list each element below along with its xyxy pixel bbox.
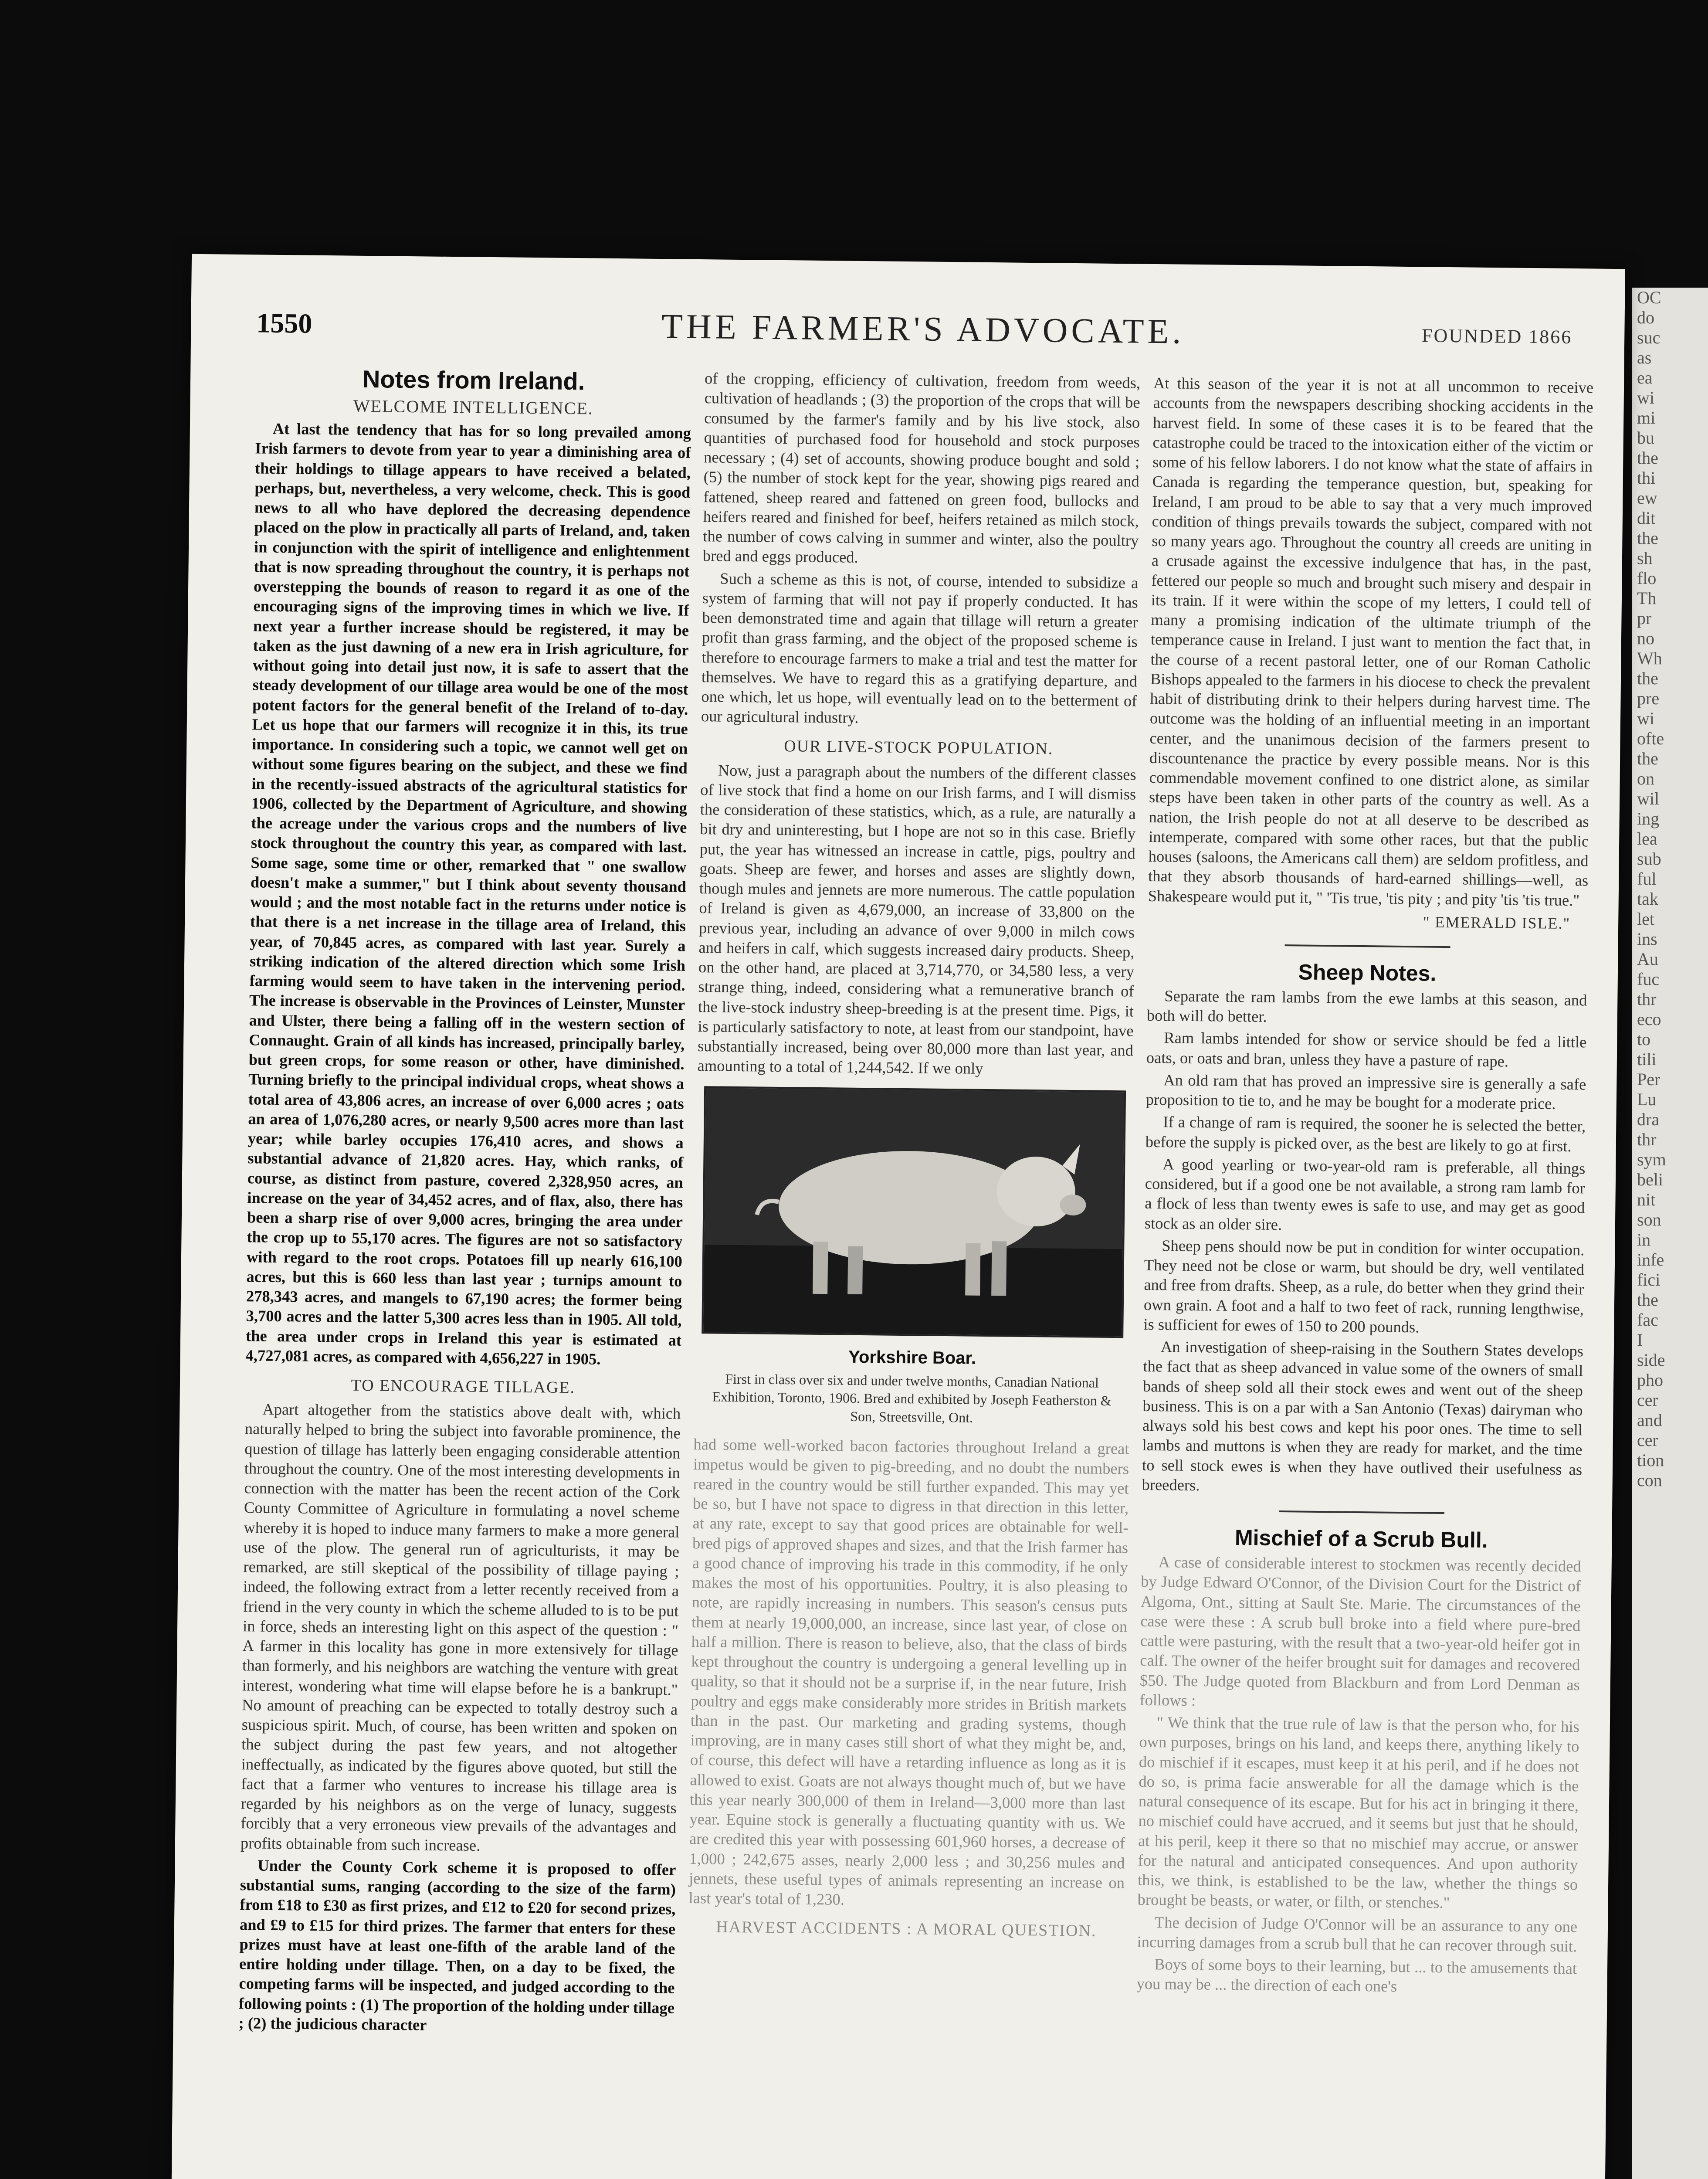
section-heading-livestock: OUR LIVE-STOCK POPULATION. — [784, 737, 1054, 758]
margin-fragment: flo — [1637, 568, 1657, 588]
margin-fragment: tak — [1637, 889, 1658, 909]
margin-fragment: fici — [1637, 1270, 1661, 1290]
margin-fragment: sh — [1637, 548, 1653, 568]
margin-fragment: ing — [1637, 809, 1660, 828]
margin-fragment: nit — [1637, 1190, 1656, 1209]
margin-fragment: the — [1637, 1290, 1658, 1310]
paragraph: An old ram that has proved an impressive sire is generally a safe proposition to tie to, and he may be bought for a moderate price. — [1145, 1070, 1586, 1113]
photo-caption: First in class over six and under twelve months, Canadian National Exhibition, Toronto, 1906. Bred and exhibited by Joseph Featherston & Son, Streetsville, Ont. — [712, 1371, 1112, 1426]
margin-fragment: the — [1637, 669, 1658, 688]
margin-fragment: bu — [1637, 428, 1654, 448]
paragraph: Under the County Cork scheme it is proposed to offer substantial sums, ranging (according to the size of the farm) from £18 to £30 as first prizes, and £12 to £20 for second prizes, and £9 to £15 for third prizes. The farmer that enters for these prizes must have at least one-fifth of the arable land of the entire holding under tillage. Then, on a day to be fixed, the competing farms will be inspected, and judged according to the following points : (1) The proportion of the holding under tillage ; (2) the judicious character — [238, 1856, 676, 2034]
paragraph: " We think that the true rule of law is that the person who, for his own purposes, brings on his land, and keeps there, anything likely to do mischief if it escapes, must keep it at his peril, and if he does not do so, is prima facie answerable for all the damage which is the natural consequence of its escape. But for his act in bringing it there, no mischief could have accrued, and it seems but just that he should, at his peril, keep it there so that no mischief may accrue, or answer for the natural and anticipated consequences. And upon authority this, we think, is established to be the law, whether the things so brought be beasts, or water, or filth, or stenches." — [1137, 1713, 1580, 1912]
margin-fragment: wi — [1637, 388, 1654, 407]
paragraph: A good yearling or two-year-old ram is preferable, all things considered, but if a good one be not available, a strong ram lamb for a flock of less than twenty ewes is safe to use, and may get as good stock as an older sire. — [1144, 1154, 1586, 1233]
margin-fragment: ofte — [1637, 729, 1664, 748]
margin-fragment: ful — [1637, 869, 1657, 889]
margin-fragment: thr — [1637, 1130, 1657, 1149]
paragraph: An investigation of sheep-raising in the Southern States develops the fact that as sheep advanced in value some of the owners of small bands of sheep sold all their stock ewes and went out of the sheep business. This is on a par with a San Antonio (Texas) dairyman who always sold his best cows and kept his poor ones. The time to sell lambs and muttons is when they are ready for market, and the time to sell stock ewes is when they have outlived their usefulness as breeders. — [1142, 1337, 1584, 1494]
margin-fragment: son — [1637, 1210, 1661, 1229]
margin-fragment: pho — [1637, 1370, 1663, 1390]
margin-fragment: ew — [1637, 488, 1657, 508]
margin-fragment: fac — [1637, 1310, 1658, 1330]
paragraph: If a change of ram is required, the sooner he is selected the better, before the supply is picked over, as the best are likely to go at first. — [1145, 1113, 1586, 1155]
margin-fragment: no — [1637, 628, 1654, 648]
column-1 — [238, 363, 691, 2040]
section-heading-tillage: TO ENCOURAGE TILLAGE. — [351, 1376, 576, 1397]
margin-fragment: Per — [1637, 1069, 1661, 1089]
column-3 — [1136, 373, 1593, 2001]
margin-fragment: ins — [1637, 929, 1657, 949]
margin-fragment: cer — [1637, 1390, 1658, 1410]
paragraph: Boys of some boys to their learning, but ... to the amusements that you may be ... the direction of each one's — [1136, 1955, 1577, 1996]
newspaper-page — [170, 254, 1625, 2179]
paragraph: At last the tendency that has for so long prevailed among Irish farmers to devote from year to year a diminishing area of their holdings to tillage appears to have received a belated, perhaps, but, nevertheless, a very welcome, check. This is good news to all who have deplored the decreasing dependence placed on the plow in practically all parts of Ireland, and, taken in conjunction with the spirit of intelligence and enlightenment that is now spreading throughout the country, it is perhaps not overstepping the bounds of reason to regard it as one of the encouraging signs of the improving times in which we live. If next year a further increase should be registered, it may be taken as the just dawning of a new era in Irish agriculture, for without going into detail just now, it is safe to assert that the steady development of our tillage area would be one of the most potent factors for the general benefit of the Ireland of to-day. Let us hope that our farmers will recognize it in this, its true importance. In considering such a topic, we cannot well get on without some figures bearing on the subject, and these we find in the recently-issued abstracts of the agricultural statistics for 1906, collected by the Department of Agriculture, and showing the acreage under the various crops and the numbers of live stock throughout the country this year, as compared with last. Some sage, some time or other, remarked that " one swallow doesn't make a summer," but I think about seventy thousand would ; and the most notable fact in the returns under notice is that there is a net increase in the tillage area of Ireland, this year, of 70,845 acres, as compared with last year. Surely a striking indication of the altered direction which some Irish farming would seem to have taken in the intervening period. The increase is observable in the Provinces of Leinster, Munster and Ulster, there being a falling off in the western section of Connaught. Grain of all kinds has increased, principally barley, but green crops, for some reason or other, have diminished. Turning briefly to the principal individual crops, wheat shows a total area of 43,806 acres, an increase of over 6,000 acres ; oats an area of 1,076,280 acres, or nearly 9,500 acres more than last year; while barley occupies 176,410 acres, and shows a substantial advance of 21,820 acres. Hay, which ranks, of course, as distinct from pasture, covered 2,328,950 acres, an increase on the year of 34,452 acres, and of flax, also, there has been a sharp rise of over 9,000 acres, bringing the area under the crop up to 55,170 acres. The figures are not so satisfactory with regard to the root crops. Potatoes fill up nearly 616,100 acres, but this is 660 less than last year ; turnips amount to 278,343 acres, and mangels to 67,190 acres; the former being 3,700 acres and the latter 5,300 acres less than in 1905. All told, the area under crops in Ireland this year is estimated at 4,727,081 acres, as compared with 4,656,227 in 1905. — [245, 419, 691, 1368]
yorkshire-boar-photo — [702, 1086, 1126, 1338]
paragraph: Separate the ram lambs from the ewe lambs at this season, and both will do better. — [1146, 986, 1587, 1025]
margin-fragment: infe — [1637, 1250, 1664, 1269]
margin-fragment: thi — [1637, 468, 1656, 488]
article-title-bull: Mischief of a Scrub Bull. — [1234, 1525, 1488, 1553]
margin-fragment: on — [1637, 769, 1654, 788]
margin-fragment: sym — [1637, 1150, 1666, 1169]
article-title-ireland: Notes from Ireland. — [362, 365, 585, 395]
signature: " EMERALD ISLE." — [1423, 913, 1571, 932]
paragraph: had some well-worked bacon factories throughout Ireland a great impetus would be given to pig-breeding, and no doubt the numbers reared in the country would be still further expanded. This may yet be so, but I have not space to digress in that direction in this letter, at any rate, except to say that good prices are obtainable for well-bred pigs of approved shapes and sizes, and that the Irish farmer has a good chance of improving his trade in this commodity, if he only makes the most of his opportunities. Poultry, it is also pleasing to note, are rapidly increasing in numbers. This season's census puts them at nearly 19,000,000, an increase, since last year, of close on half a million. There is reason to believe, also, that the class of birds kept throughout the country is undergoing a general levelling up in quality, so that it should not be a surprise if, in the near future, Irish poultry and eggs make considerably more strides in British markets than in the past. Our marketing and grading systems, though improving, are in many cases still short of what they might be, and, of course, this defect will have a retarding influence as long as it is allowed to exist. Goats are not always thought much of, but we have this year nearly 300,000 of them in Ireland—3,000 more than last year. Equine stock is generally a fluctuating quantity with us. We are credited this year with possessing 601,960 horses, a decrease of 1,000 ; 242,675 asses, nearly 2,000 less ; and 30,256 mules and jennets, these useful types of animals representing an increase on last year's total of 1,230. — [688, 1435, 1129, 1908]
margin-fragment: lea — [1637, 829, 1657, 849]
divider — [1285, 944, 1450, 948]
page-number: 1550 — [256, 307, 312, 339]
margin-fragment: as — [1637, 348, 1652, 367]
paragraph: Ram lambs intended for show or service should be fed a little oats, or oats and bran, unless they have a pasture of rape. — [1146, 1028, 1587, 1070]
margin-fragment: the — [1637, 528, 1658, 548]
margin-fragment: do — [1637, 308, 1654, 327]
column-2 — [688, 368, 1141, 1946]
paragraph: Sheep pens should now be put in condition for winter occupation. They need not be close or warm, but should be dry, well ventilated and free from drafts. Sheep, as a rule, do better when they grind their own grain. A foot and a half to two feet of rack, running lengthwise, is sufficient for ewes of 150 to 200 pounds. — [1143, 1236, 1585, 1336]
margin-fragment: wi — [1637, 709, 1654, 728]
paragraph: of the cropping, efficiency of cultivation, freedom from weeds, cultivation of headlands ; (3) the proportion of the crops that will be consumed by the farmer's family and by his live stock, also quantities of purchased food for household and stock purposes necessary ; (4) set of accounts, showing produce bought and sold ; (5) the number of stock kept for the year, showing pigs reared and fattened, sheep reared and fattened on green food, bullocks and heifers reared and finished for beef, heifers retained as milch stock, the number of cows calving in summer and winter, also the poultry bred and eggs produced. — [702, 369, 1141, 567]
margin-fragment: suc — [1637, 328, 1661, 347]
margin-fragment: dit — [1637, 508, 1656, 528]
margin-fragment: cer — [1637, 1430, 1658, 1450]
welcome-section — [245, 418, 691, 1369]
paragraph: A case of considerable interest to stockmen was recently decided by Judge Edward O'Connor, of the Division Court for the District of Algoma, Ont., sitting at Sault Ste. Marie. The circumstances of the case were these : A scrub bull broke into a field where pure-bred cattle were pasturing, with the result that a two-year-old heifer got in calf. The owner of the heifer brought suit for damages and recovered $50. The Judge quoted from Blackburn and from Lord Denman as follows : — [1139, 1553, 1581, 1709]
founded-line: FOUNDED 1866 — [1421, 325, 1572, 348]
photo-caption-title: Yorkshire Boar. — [848, 1347, 976, 1368]
adjacent-page-margin — [1632, 288, 1708, 2179]
masthead: THE FARMER'S ADVOCATE. — [661, 307, 1185, 351]
margin-fragment: and — [1637, 1410, 1662, 1430]
margin-fragment: beli — [1637, 1170, 1663, 1189]
paragraph: Now, just a paragraph about the numbers of the different classes of live stock that find a home on our Irish farms, and I will dismiss the consideration of these statistics, which, as a rule, are naturally a bit dry and uninteresting, but I hope are not so in this case. Briefly put, the year has witnessed an increase in cattle, pigs, poultry and goats. Sheep are fewer, and horses and asses are slightly down, though mules and jennets are more numerous. The cattle population of Ireland is given as 4,679,000, an increase of 33,800 on the previous year, including an advance of over 9,000 in milch cows and heifers in calf, which suggests increased dairy products. Sheep, on the other hand, are placed at 3,714,770, or 34,580 less, a very strange thing, indeed, considering what a remunerative branch of the live-stock industry sheep-breeding is at the present time. Pigs, it is particularly satisfactory to note, at least from our standpoint, have substantially increased, being over 80,000 more than last year, and amounting to a total of 1,244,542. If we only — [697, 760, 1136, 1078]
margin-fragment: eco — [1637, 1009, 1661, 1029]
margin-fragment: tion — [1637, 1450, 1664, 1470]
margin-fragment: pr — [1637, 608, 1652, 628]
margin-fragment: side — [1637, 1350, 1665, 1370]
section-heading-harvest: HARVEST ACCIDENTS : A MORAL QUESTION. — [716, 1918, 1097, 1941]
margin-fragment: OC — [1637, 288, 1661, 307]
margin-fragment: Au — [1637, 949, 1658, 969]
margin-fragment: pre — [1637, 689, 1660, 708]
margin-fragment: let — [1637, 909, 1654, 929]
article-title-sheep: Sheep Notes. — [1298, 960, 1437, 986]
margin-fragment: to — [1637, 1029, 1651, 1049]
margin-fragment: I — [1637, 1330, 1643, 1350]
faded-section — [688, 1434, 1129, 1941]
page-header — [256, 302, 1590, 360]
divider — [1279, 1510, 1444, 1514]
margin-fragment: the — [1637, 749, 1658, 768]
margin-fragment: fuc — [1637, 969, 1660, 989]
margin-fragment: sub — [1637, 849, 1661, 869]
boar-illustration — [703, 1088, 1124, 1336]
margin-fragment: tili — [1637, 1049, 1657, 1069]
paragraph: Apart altogether from the statistics above dealt with, which naturally helped to bring the subject into favorable prominence, the question of tillage has latterly been engaging considerable attention throughout the country. One of the most interesting developments in connection with the matter has been the recent action of the Cork County Committee of Agriculture in formulating a novel scheme whereby it is hoped to induce many farmers to make a more general use of the plow. The general run of agriculturists, it may be remarked, are still skeptical of the possibility of tillage paying ; indeed, the following extract from a letter recently received from a friend in the very county in which the scheme alluded to is to be put in force, sheds an interesting light on this aspect of the question : " A farmer in this locality has gone in more extensively for tillage than formerly, and his neighbors are watching the venture with great interest, wondering what time will elapse before he is a bankrupt." No amount of preaching can be expected to totally destroy such a suspicious spirit. Much, of course, has been written and spoken on the subject during the past few years, and not altogether ineffectually, as indicated by the figures above quoted, but still the fact that a farmer who ventures to increase his tillage area is regarded by his neighbors as on the verge of lunacy, suggests forcibly that a very erroneous view prevails of the advantages and profits obtainable from such increase. — [240, 1400, 681, 1854]
margin-fragment: con — [1637, 1470, 1662, 1490]
paragraph: The decision of Judge O'Connor will be an assurance to any one incurring damages from a scrub bull that he can recover through suit. — [1137, 1913, 1578, 1955]
article-kicker: WELCOME INTELLIGENCE. — [353, 396, 594, 418]
margin-fragment: ea — [1637, 368, 1653, 387]
margin-fragment: mi — [1637, 408, 1656, 428]
margin-fragment: dra — [1637, 1110, 1660, 1129]
margin-fragment: in — [1637, 1230, 1651, 1249]
margin-fragment: Lu — [1637, 1090, 1657, 1109]
margin-fragment: Wh — [1637, 648, 1662, 668]
paragraph: At this season of the year it is not at all uncommon to receive accounts from the newspapers describing shocking accidents in the harvest field. In some of these cases it is to be feared that the catastrophe could be traced to the intoxication either of the victim or some of his fellow laborers. I do not know what the state of affairs in Canada is regarding the temperance question, but, speaking for Ireland, I am proud to be able to say that a very much improved condition of things prevails towards the subject, compared with not so many years ago. Throughout the country all creeds are uniting in a crusade against the excessive indulgence that has, in the past, fettered our people so much and brought such misery and despair in its train. If it were within the scope of my letters, I could tell of many a promising indication of the ultimate triumph of the temperance cause in Ireland. I just want to mention the fact that, in the course of a recent pastoral letter, one of our Roman Catholic Bishops appealed to the farmers in his diocese to check the prevalent habit of distributing drink to their helpers during harvest time. The outcome was the holding of an influential meeting in an important center, and the unanimous decision of the farmers present to discountenance the practice by every possible means. Nor is this commendable movement confined to one district alone, as similar steps have been taken in other parts of the country as well. As a nation, the Irish people do not at all deserve to be described as intemperate, compared with some other races, but that the public houses (saloons, the Americans call them) are seldom profitless, and that they absorb thousands of hard-earned shillings—well, as Shakespeare would put it, " 'Tis true, 'tis pity ; and pity 'tis 'tis true." — [1148, 373, 1594, 909]
margin-fragment: thr — [1637, 989, 1657, 1009]
margin-fragment: the — [1637, 448, 1658, 468]
faded-section — [1136, 1552, 1581, 1998]
margin-fragment: Th — [1637, 588, 1657, 608]
margin-fragment: wil — [1637, 789, 1660, 808]
paragraph: Such a scheme as this is not, of course, intended to subsidize a system of farming that will not pay if properly conducted. It has been demonstrated time and again that tillage will return a greater profit than grass farming, and the object of the proposed scheme is therefore to encourage farmers to make a trial and test the matter for themselves. We have to regard this as a gratifying departure, and one which, let us hope, will eventually lead on to the betterment of our agricultural industry. — [701, 569, 1139, 727]
